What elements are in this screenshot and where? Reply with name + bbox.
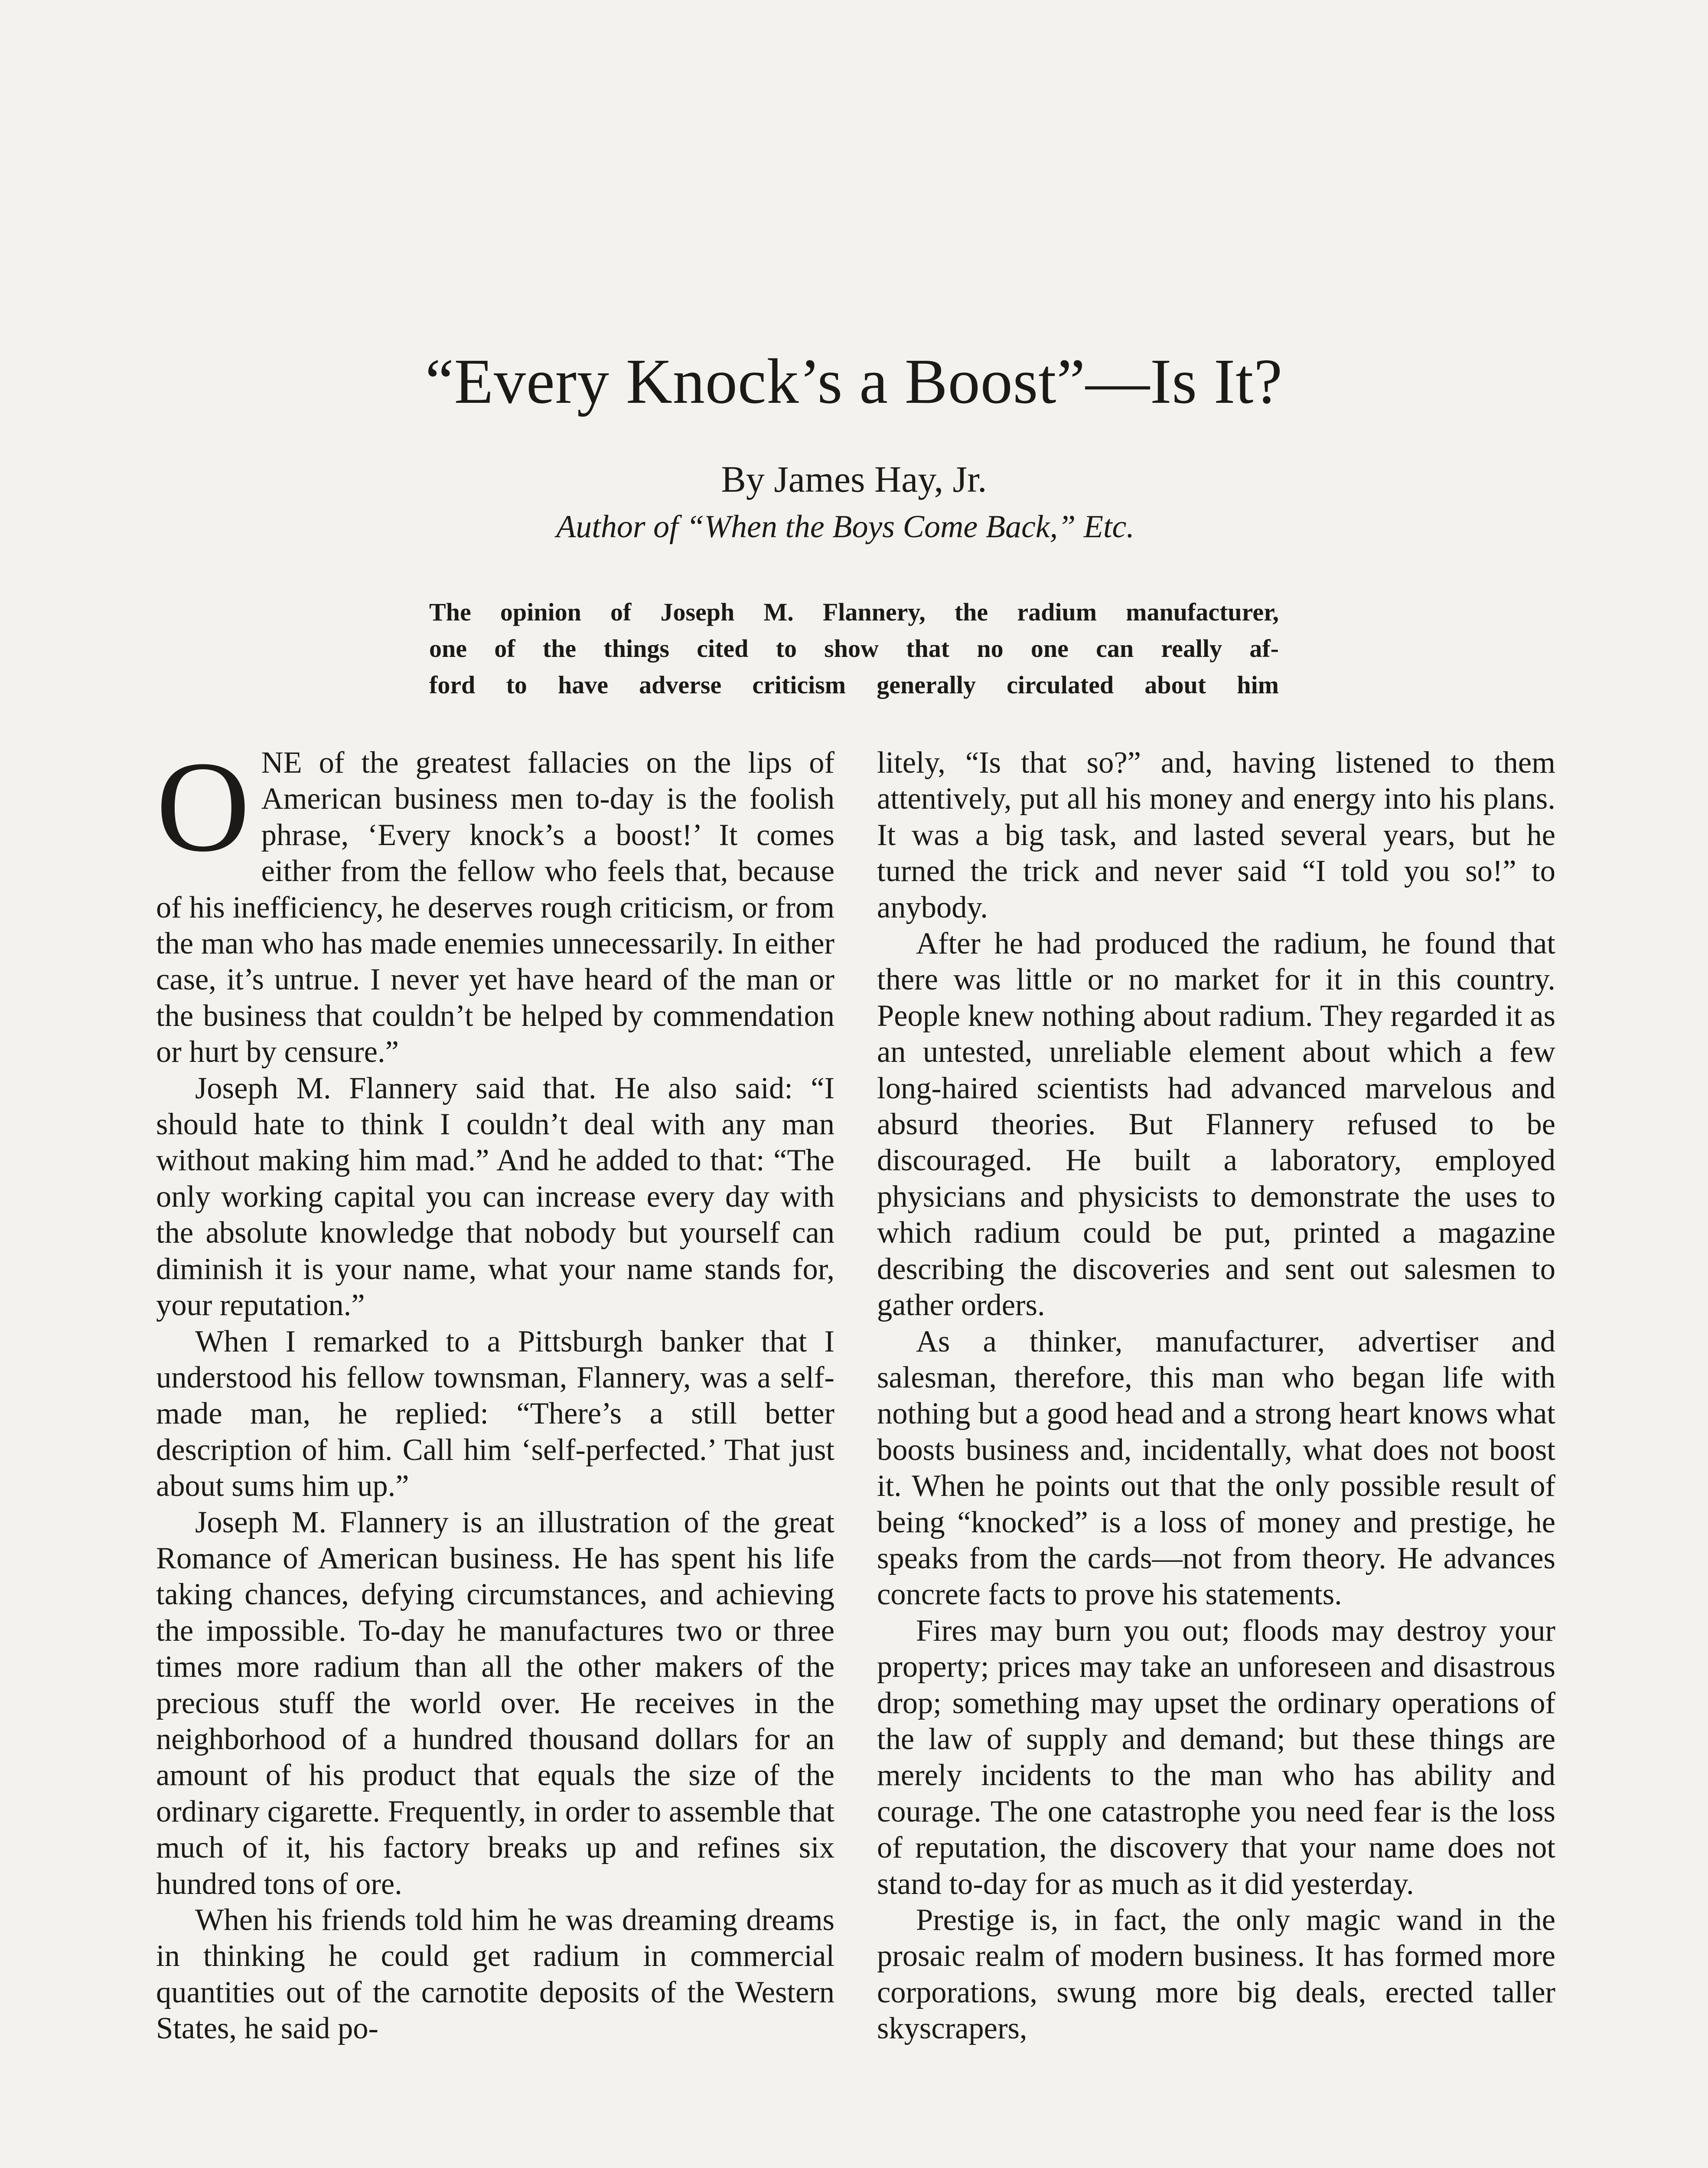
paragraph: Prestige is, in fact, the only magic wand in the prosaic realm of modern business. It has formed more corporations, swung more big deals, erected taller skyscrapers, xyxy=(877,1903,1555,2046)
article-byline: By James Hay, Jr. xyxy=(721,458,987,500)
deck-line: ford to have adverse criticism generally circulated about him xyxy=(429,671,1279,699)
deck-line: The opinion of Joseph M. Flannery, the radium manufacturer, xyxy=(429,598,1279,626)
article-deck xyxy=(429,594,1279,703)
paragraph: As a thinker, manufacturer, advertiser and salesman, therefore, this man who began life with nothing but a good head and a strong heart knows what boosts business and, incidentally, what does not boost it. When he points out that the only possible result of being “knocked” is a loss of money and prestige, he speaks from the cards—not from theory. He advances concrete facts to prove his statements. xyxy=(877,1324,1555,1612)
article-title: “Every Knock’s a Boost”—Is It? xyxy=(425,346,1283,417)
deck-line: one of the things cited to show that no one can really af- xyxy=(429,634,1279,663)
left-column xyxy=(156,735,834,2047)
paragraph: Joseph M. Flannery is an illustration of the great Romance of American business. He has spent his life taking chances, defying circumstances, and achieving the impossible. To-day he manufactures two or three times more radium than all the other makers of the precious stuff the world over. He receives in the neighborhood of a hundred thousand dollars for an amount of his product that equals the size of the ordinary cigarette. Frequently, in order to assemble that much of it, his factory breaks up and refines six hundred tons of ore. xyxy=(156,1505,834,1901)
paragraph: Joseph M. Flannery said that. He also said: “I should hate to think I couldn’t deal with any man without making him mad.” And he added to that: “The only working capital you can increase every day with the absolute knowledge that nobody but yourself can diminish it is your name, what your name stands for, your reputation.” xyxy=(156,1071,834,1322)
paragraph: When his friends told him he was dreaming dreams in thinking he could get radium in commercial quantities out of the carnotite deposits of the Western States, he said po- xyxy=(156,1903,834,2046)
author-credit: Author of “When the Boys Come Back,” Etc. xyxy=(556,509,1134,545)
paragraph: litely, “Is that so?” and, having listened to them attentively, put all his money and energy into his plans. It was a big task, and lasted several years, but he turned the trick and never said “I told you so!” to anybody. xyxy=(877,746,1555,924)
drop-cap: O xyxy=(156,735,250,878)
paragraph: Fires may burn you out; floods may destroy your property; prices may take an unforeseen and disastrous drop; something may upset the ordinary operations of the law of supply and demand; but these things are merely incidents to the man who has ability and courage. The one catastrophe you need fear is the loss of reputation, the discovery that your name does not stand to-day for as much as it did yesterday. xyxy=(877,1613,1555,1901)
paragraph: When I remarked to a Pittsburgh banker that I understood his fellow townsman, Flannery, was a self-made man, he replied: “There’s a still better description of him. Call him ‘self-perfected.’ That just about sums him up.” xyxy=(156,1324,834,1503)
paragraph: After he had produced the radium, he found that there was little or no market for it in this country. People knew nothing about radium. They regarded it as an untested, unreliable element about which a few long-haired scientists had advanced marvelous and absurd theories. But Flannery refused to be discouraged. He built a laboratory, employed physicians and physicists to demonstrate the uses to which radium could be put, printed a magazine describing the discoveries and sent out salesmen to gather orders. xyxy=(877,927,1555,1322)
paragraph xyxy=(156,735,834,1071)
paragraph-text: NE of the greatest fallacies on the lips of American business men to-day is the foolish phrase, ‘Every knock’s a boost!’ It comes either from the fellow who feels that, because of his inefficiency, he deserves rough criticism, or from the man who has made enemies unnecessarily. In either case, it’s untrue. I never yet have heard of the man or the business that couldn’t be helped by commendation or hurt by censure.” xyxy=(156,746,834,1069)
right-column xyxy=(877,745,1555,2047)
